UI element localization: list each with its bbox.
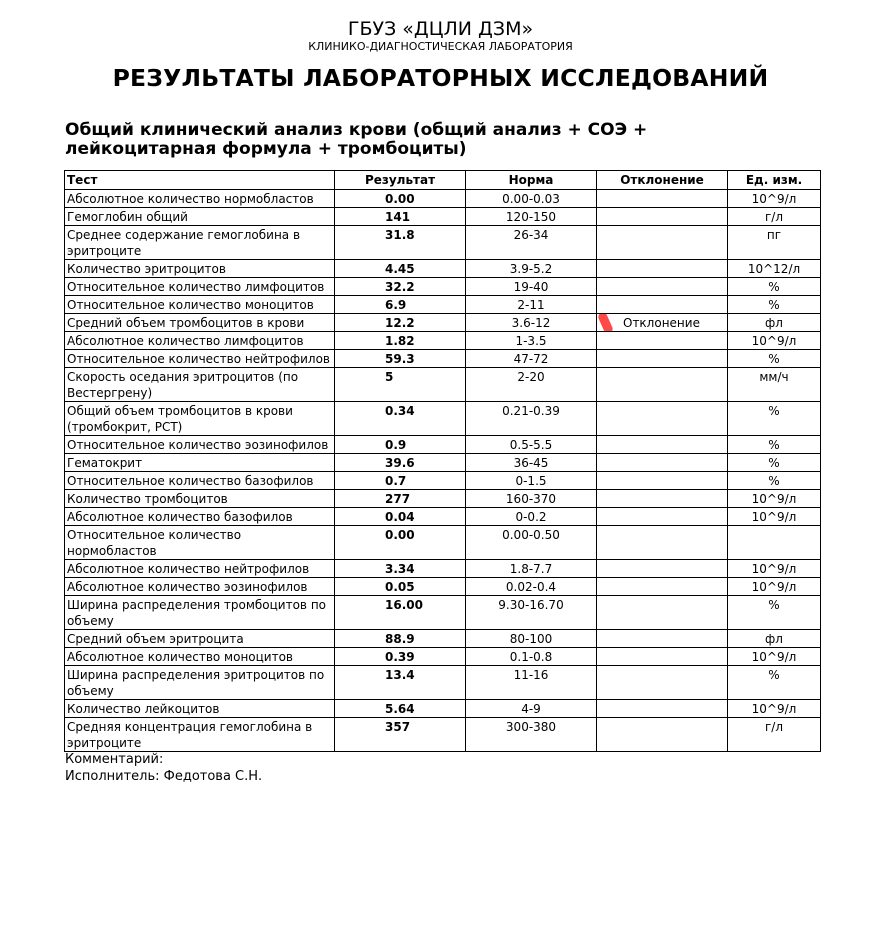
test-name-text: Средний объем эритроцита bbox=[67, 632, 244, 646]
norm-cell bbox=[466, 490, 597, 508]
norm-cell bbox=[466, 226, 597, 260]
unit-cell bbox=[728, 278, 821, 296]
results-table bbox=[64, 170, 821, 752]
result-text: 0.9 bbox=[385, 438, 407, 452]
test-name-text: Относительное количество базофилов bbox=[67, 474, 314, 488]
test-name-cell bbox=[65, 578, 335, 596]
result-cell bbox=[335, 260, 466, 278]
deviation-cell bbox=[597, 472, 728, 490]
unit-text: пг bbox=[766, 228, 782, 242]
test-name-text: Относительное количество моноцитов bbox=[67, 298, 314, 312]
deviation-cell bbox=[597, 454, 728, 472]
unit-text: 10^9/л bbox=[751, 650, 797, 664]
result-text: 5 bbox=[385, 370, 394, 384]
table-row bbox=[65, 630, 821, 648]
result-cell bbox=[335, 296, 466, 314]
test-name-cell bbox=[65, 508, 335, 526]
result-text: 3.34 bbox=[385, 562, 415, 576]
test-name-text: Абсолютное количество базофилов bbox=[67, 510, 293, 524]
norm-text: 0.5-5.5 bbox=[509, 438, 553, 452]
norm-cell bbox=[466, 526, 597, 560]
deviation-cell bbox=[597, 402, 728, 436]
result-text: 39.6 bbox=[385, 456, 415, 470]
column-header-norm: Норма bbox=[466, 171, 597, 190]
unit-text: 10^9/л bbox=[751, 192, 797, 206]
unit-text: 10^9/л bbox=[751, 492, 797, 506]
test-name-cell bbox=[65, 596, 335, 630]
unit-text: фл bbox=[765, 316, 783, 330]
norm-text: 4-9 bbox=[521, 702, 541, 716]
unit-cell bbox=[728, 208, 821, 226]
norm-cell bbox=[466, 190, 597, 208]
result-text: 88.9 bbox=[385, 632, 415, 646]
norm-cell bbox=[466, 508, 597, 526]
unit-text: % bbox=[768, 438, 780, 452]
table-row bbox=[65, 190, 821, 208]
table-row bbox=[65, 278, 821, 296]
norm-text: 120-150 bbox=[505, 210, 557, 224]
deviation-text: Отклонение bbox=[623, 316, 700, 330]
unit-cell bbox=[728, 436, 821, 454]
norm-text: 2-11 bbox=[517, 298, 545, 312]
norm-text: 2-20 bbox=[517, 370, 545, 384]
deviation-cell bbox=[597, 596, 728, 630]
result-text: 13.4 bbox=[385, 668, 415, 682]
test-name-cell bbox=[65, 490, 335, 508]
test-name-cell bbox=[65, 402, 335, 436]
norm-cell bbox=[466, 578, 597, 596]
unit-cell bbox=[728, 648, 821, 666]
norm-cell bbox=[466, 648, 597, 666]
norm-cell bbox=[466, 368, 597, 402]
table-row bbox=[65, 296, 821, 314]
unit-cell bbox=[728, 314, 821, 332]
result-cell bbox=[335, 226, 466, 260]
norm-text: 0.00-0.03 bbox=[502, 192, 560, 206]
unit-text: 10^9/л bbox=[751, 580, 797, 594]
test-name-text: Абсолютное количество нейтрофилов bbox=[67, 562, 310, 576]
deviation-cell bbox=[597, 314, 728, 332]
unit-cell bbox=[728, 296, 821, 314]
norm-cell bbox=[466, 560, 597, 578]
result-cell bbox=[335, 350, 466, 368]
unit-text: % bbox=[768, 352, 780, 366]
result-text: 0.00 bbox=[385, 528, 415, 542]
result-cell bbox=[335, 190, 466, 208]
unit-cell bbox=[728, 190, 821, 208]
table-row bbox=[65, 700, 821, 718]
test-name-cell bbox=[65, 700, 335, 718]
comment-label: Комментарий: bbox=[65, 752, 164, 767]
deviation-cell bbox=[597, 560, 728, 578]
norm-text: 300-380 bbox=[505, 720, 557, 734]
norm-text: 11-16 bbox=[513, 668, 549, 682]
unit-text: мм/ч bbox=[759, 370, 789, 384]
table-row bbox=[65, 718, 821, 752]
norm-text: 36-45 bbox=[513, 456, 549, 470]
norm-text: 19-40 bbox=[513, 280, 549, 294]
test-name-text: Количество эритроцитов bbox=[67, 262, 226, 276]
unit-text: % bbox=[768, 668, 780, 682]
norm-text: 3.9-5.2 bbox=[509, 262, 553, 276]
norm-cell bbox=[466, 700, 597, 718]
test-name-text: Ширина распределения тромбоцитов по объему bbox=[67, 598, 327, 628]
norm-cell bbox=[466, 278, 597, 296]
deviation-cell bbox=[597, 666, 728, 700]
result-cell bbox=[335, 560, 466, 578]
norm-cell bbox=[466, 630, 597, 648]
test-name-text: Ширина распределения эритроцитов по объему bbox=[67, 668, 325, 698]
table-row bbox=[65, 208, 821, 226]
result-cell bbox=[335, 596, 466, 630]
unit-text: фл bbox=[765, 632, 783, 646]
deviation-cell bbox=[597, 508, 728, 526]
unit-text: % bbox=[768, 456, 780, 470]
unit-text: г/л bbox=[764, 720, 784, 734]
deviation-cell bbox=[597, 648, 728, 666]
unit-cell bbox=[728, 332, 821, 350]
unit-text: % bbox=[768, 474, 780, 488]
deviation-cell bbox=[597, 368, 728, 402]
result-text: 31.8 bbox=[385, 228, 415, 242]
test-name-cell bbox=[65, 472, 335, 490]
executor-line: Исполнитель: Федотова С.Н. bbox=[65, 769, 263, 784]
unit-cell bbox=[728, 508, 821, 526]
column-header-unit: Ед. изм. bbox=[728, 171, 821, 190]
norm-cell bbox=[466, 332, 597, 350]
unit-text: г/л bbox=[764, 210, 784, 224]
deviation-cell bbox=[597, 436, 728, 454]
test-name-cell bbox=[65, 454, 335, 472]
column-header-deviation: Отклонение bbox=[597, 171, 728, 190]
unit-cell bbox=[728, 560, 821, 578]
norm-cell bbox=[466, 666, 597, 700]
table-row bbox=[65, 596, 821, 630]
unit-cell bbox=[728, 630, 821, 648]
unit-text: % bbox=[768, 404, 780, 418]
result-cell bbox=[335, 402, 466, 436]
result-text: 141 bbox=[385, 210, 411, 224]
unit-text: % bbox=[768, 298, 780, 312]
column-header-test: Тест bbox=[65, 171, 335, 190]
deviation-cell bbox=[597, 718, 728, 752]
table-row bbox=[65, 226, 821, 260]
norm-cell bbox=[466, 208, 597, 226]
test-name-cell bbox=[65, 260, 335, 278]
deviation-cell bbox=[597, 278, 728, 296]
test-name-cell bbox=[65, 226, 335, 260]
norm-cell bbox=[466, 296, 597, 314]
test-name-cell bbox=[65, 630, 335, 648]
document-title: РЕЗУЛЬТАТЫ ЛАБОРАТОРНЫХ ИССЛЕДОВАНИЙ bbox=[112, 64, 769, 92]
unit-cell bbox=[728, 454, 821, 472]
table-row bbox=[65, 560, 821, 578]
norm-text: 160-370 bbox=[505, 492, 557, 506]
norm-text: 1-3.5 bbox=[515, 334, 547, 348]
result-cell bbox=[335, 490, 466, 508]
result-cell bbox=[335, 718, 466, 752]
deviation-cell bbox=[597, 526, 728, 560]
result-cell bbox=[335, 332, 466, 350]
deviation-cell bbox=[597, 350, 728, 368]
result-text: 32.2 bbox=[385, 280, 415, 294]
norm-cell bbox=[466, 350, 597, 368]
result-text: 0.04 bbox=[385, 510, 415, 524]
result-text: 0.7 bbox=[385, 474, 407, 488]
result-text: 0.39 bbox=[385, 650, 415, 664]
result-cell bbox=[335, 526, 466, 560]
test-name-cell bbox=[65, 314, 335, 332]
norm-cell bbox=[466, 314, 597, 332]
norm-text: 47-72 bbox=[513, 352, 549, 366]
norm-text: 26-34 bbox=[513, 228, 549, 242]
table-row bbox=[65, 508, 821, 526]
test-name-cell bbox=[65, 190, 335, 208]
unit-cell bbox=[728, 226, 821, 260]
norm-text: 0.21-0.39 bbox=[502, 404, 560, 418]
column-header-result: Результат bbox=[335, 171, 466, 190]
unit-cell bbox=[728, 490, 821, 508]
result-text: 6.9 bbox=[385, 298, 407, 312]
test-name-cell bbox=[65, 368, 335, 402]
unit-cell bbox=[728, 718, 821, 752]
table-row bbox=[65, 454, 821, 472]
norm-text: 3.6-12 bbox=[511, 316, 551, 330]
test-name-cell bbox=[65, 648, 335, 666]
unit-text: 10^12/л bbox=[747, 262, 801, 276]
test-name-text: Абсолютное количество эозинофилов bbox=[67, 580, 308, 594]
result-text: 4.45 bbox=[385, 262, 415, 276]
unit-text: 10^9/л bbox=[751, 334, 797, 348]
result-cell bbox=[335, 454, 466, 472]
test-name-cell bbox=[65, 560, 335, 578]
deviation-cell bbox=[597, 332, 728, 350]
test-name-cell bbox=[65, 436, 335, 454]
result-text: 277 bbox=[385, 492, 411, 506]
result-text: 59.3 bbox=[385, 352, 415, 366]
test-name-text: Гематокрит bbox=[67, 456, 143, 470]
unit-cell bbox=[728, 350, 821, 368]
table-row bbox=[65, 578, 821, 596]
table-row bbox=[65, 666, 821, 700]
norm-cell bbox=[466, 402, 597, 436]
test-name-text: Абсолютное количество лимфоцитов bbox=[67, 334, 304, 348]
unit-cell bbox=[728, 526, 821, 560]
norm-cell bbox=[466, 718, 597, 752]
deviation-cell bbox=[597, 190, 728, 208]
norm-cell bbox=[466, 454, 597, 472]
test-name-text: Среднее содержание гемоглобина в эритроците bbox=[67, 228, 301, 258]
unit-cell bbox=[728, 402, 821, 436]
result-cell bbox=[335, 368, 466, 402]
test-name-cell bbox=[65, 332, 335, 350]
result-cell bbox=[335, 436, 466, 454]
norm-text: 80-100 bbox=[509, 632, 553, 646]
norm-text: 1.8-7.7 bbox=[509, 562, 553, 576]
table-row bbox=[65, 490, 821, 508]
deviation-cell bbox=[597, 490, 728, 508]
result-cell bbox=[335, 578, 466, 596]
result-cell bbox=[335, 208, 466, 226]
table-row bbox=[65, 436, 821, 454]
unit-text: % bbox=[768, 280, 780, 294]
norm-text: 0.00-0.50 bbox=[502, 528, 560, 542]
footer bbox=[65, 751, 262, 785]
norm-text: 0.1-0.8 bbox=[509, 650, 553, 664]
test-name-text: Средняя концентрация гемоглобина в эритроците bbox=[67, 720, 313, 750]
norm-cell bbox=[466, 260, 597, 278]
result-text: 0.05 bbox=[385, 580, 415, 594]
test-name-cell bbox=[65, 350, 335, 368]
unit-text: 10^9/л bbox=[751, 562, 797, 576]
deviation-mark-icon bbox=[597, 314, 614, 332]
test-name-text: Абсолютное количество нормобластов bbox=[67, 192, 314, 206]
test-name-text: Относительное количество эозинофилов bbox=[67, 438, 329, 452]
result-cell bbox=[335, 630, 466, 648]
test-name-cell bbox=[65, 296, 335, 314]
laboratory-name: КЛИНИКО-ДИАГНОСТИЧЕСКАЯ ЛАБОРАТОРИЯ bbox=[308, 40, 573, 53]
deviation-cell bbox=[597, 296, 728, 314]
test-name-text: Количество лейкоцитов bbox=[67, 702, 220, 716]
test-name-text: Скорость оседания эритроцитов (по Вестергрену) bbox=[67, 370, 299, 400]
deviation-cell bbox=[597, 226, 728, 260]
norm-cell bbox=[466, 436, 597, 454]
result-cell bbox=[335, 472, 466, 490]
result-text: 12.2 bbox=[385, 316, 415, 330]
deviation-cell bbox=[597, 260, 728, 278]
deviation-cell bbox=[597, 630, 728, 648]
test-name-cell bbox=[65, 526, 335, 560]
table-row bbox=[65, 314, 821, 332]
organization-name: ГБУЗ «ДЦЛИ ДЗМ» bbox=[347, 18, 534, 40]
table-row bbox=[65, 402, 821, 436]
norm-text: 0.02-0.4 bbox=[505, 580, 557, 594]
norm-text: 0-0.2 bbox=[515, 510, 547, 524]
norm-text: 0-1.5 bbox=[515, 474, 547, 488]
unit-text: 10^9/л bbox=[751, 510, 797, 524]
test-name-text: Средний объем тромбоцитов в крови bbox=[67, 316, 305, 330]
test-name-text: Относительное количество нейтрофилов bbox=[67, 352, 330, 366]
result-cell bbox=[335, 508, 466, 526]
result-text: 0.00 bbox=[385, 192, 415, 206]
unit-cell bbox=[728, 578, 821, 596]
table-row bbox=[65, 526, 821, 560]
unit-text: % bbox=[768, 598, 780, 612]
table-row bbox=[65, 368, 821, 402]
result-text: 5.64 bbox=[385, 702, 415, 716]
result-text: 357 bbox=[385, 720, 411, 734]
unit-cell bbox=[728, 260, 821, 278]
result-cell bbox=[335, 648, 466, 666]
deviation-cell bbox=[597, 578, 728, 596]
table-row bbox=[65, 350, 821, 368]
test-name-text: Количество тромбоцитов bbox=[67, 492, 228, 506]
test-name-text: Относительное количество лимфоцитов bbox=[67, 280, 325, 294]
test-name-cell bbox=[65, 278, 335, 296]
norm-cell bbox=[466, 472, 597, 490]
table-header-row bbox=[65, 171, 821, 190]
table-row bbox=[65, 260, 821, 278]
result-cell bbox=[335, 278, 466, 296]
test-name-text: Относительное количество нормобластов bbox=[67, 528, 242, 558]
unit-cell bbox=[728, 596, 821, 630]
result-cell bbox=[335, 700, 466, 718]
table-row bbox=[65, 648, 821, 666]
table-row bbox=[65, 472, 821, 490]
unit-cell bbox=[728, 368, 821, 402]
analysis-title: Общий клинический анализ крови (общий анализ + СОЭ + лейкоцитарная формула + тромбоциты) bbox=[65, 120, 648, 159]
test-name-text: Общий объем тромбоцитов в крови (тромбокрит, PCT) bbox=[67, 404, 293, 434]
result-text: 1.82 bbox=[385, 334, 415, 348]
table-row bbox=[65, 332, 821, 350]
test-name-cell bbox=[65, 666, 335, 700]
norm-text: 9.30-16.70 bbox=[498, 598, 564, 612]
deviation-cell bbox=[597, 700, 728, 718]
test-name-cell bbox=[65, 718, 335, 752]
result-text: 16.00 bbox=[385, 598, 423, 612]
unit-text: 10^9/л bbox=[751, 702, 797, 716]
test-name-cell bbox=[65, 208, 335, 226]
unit-cell bbox=[728, 472, 821, 490]
test-name-text: Гемоглобин общий bbox=[67, 210, 188, 224]
norm-cell bbox=[466, 596, 597, 630]
unit-cell bbox=[728, 666, 821, 700]
result-cell bbox=[335, 666, 466, 700]
result-cell bbox=[335, 314, 466, 332]
unit-cell bbox=[728, 700, 821, 718]
deviation-cell bbox=[597, 208, 728, 226]
result-text: 0.34 bbox=[385, 404, 415, 418]
test-name-text: Абсолютное количество моноцитов bbox=[67, 650, 293, 664]
